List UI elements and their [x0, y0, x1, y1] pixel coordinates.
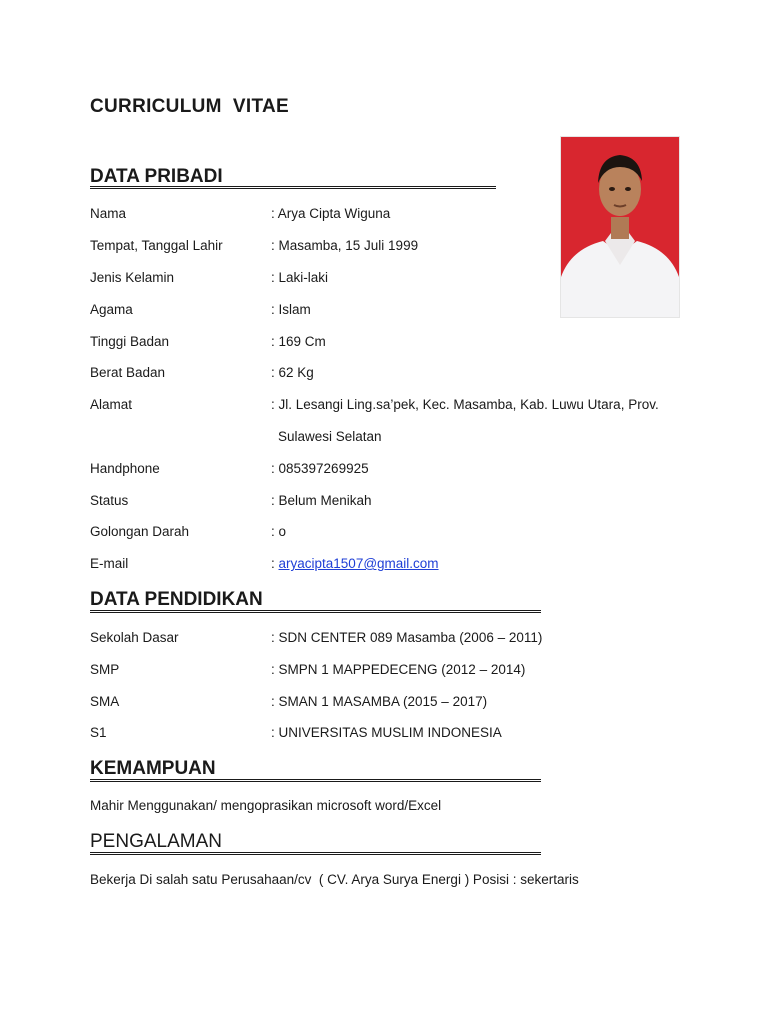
- field-label: S1: [90, 725, 107, 740]
- skills-text: Mahir Menggunakan/ mengoprasikan microsoft word/Excel: [90, 798, 442, 813]
- field-value: : 169 Cm: [271, 334, 326, 349]
- field-label: Handphone: [90, 461, 160, 476]
- section-divider: [90, 852, 541, 855]
- field-label: Nama: [90, 206, 127, 221]
- field-value-continued: Sulawesi Selatan: [278, 429, 382, 444]
- field-value: : UNIVERSITAS MUSLIM INDONESIA: [271, 725, 502, 740]
- portrait-photo: [560, 136, 680, 318]
- field-label: Tinggi Badan: [90, 334, 170, 349]
- field-value: : o: [271, 524, 287, 539]
- field-value: : 62 Kg: [271, 365, 314, 380]
- field-value: : Belum Menikah: [271, 493, 372, 508]
- section-heading-experience: PENGALAMAN: [90, 831, 222, 852]
- section-divider: [90, 186, 496, 189]
- section-divider: [90, 779, 541, 782]
- field-label: Status: [90, 493, 129, 508]
- email-prefix: :: [271, 556, 279, 571]
- field-label: Berat Badan: [90, 365, 166, 380]
- field-value: : SMPN 1 MAPPEDECENG (2012 – 2014): [271, 662, 526, 677]
- field-value: : SMAN 1 MASAMBA (2015 – 2017): [271, 694, 488, 709]
- field-label: Alamat: [90, 397, 133, 412]
- field-value: : Jl. Lesangi Ling.sa’pek, Kec. Masamba, Kab. Luwu Utara, Prov.: [271, 397, 659, 412]
- field-label: SMP: [90, 662, 120, 677]
- field-label: Sekolah Dasar: [90, 630, 179, 645]
- field-value: [271, 556, 439, 571]
- field-value: : Islam: [271, 302, 311, 317]
- section-heading-personal: DATA PRIBADI: [90, 166, 223, 187]
- field-value: : Laki-laki: [271, 270, 329, 285]
- document-title: CURRICULUM VITAE: [90, 96, 289, 117]
- field-label: Golongan Darah: [90, 524, 190, 539]
- person-silhouette-icon: [561, 137, 679, 317]
- field-value: : Masamba, 15 Juli 1999: [271, 238, 419, 253]
- experience-text: Bekerja Di salah satu Perusahaan/cv ( CV. Arya Surya Energi ) Posisi : sekertaris: [90, 872, 579, 887]
- field-value: : Arya Cipta Wiguna: [271, 206, 391, 221]
- section-heading-education: DATA PENDIDIKAN: [90, 589, 263, 610]
- field-label: Tempat, Tanggal Lahir: [90, 238, 223, 253]
- field-label: Jenis Kelamin: [90, 270, 175, 285]
- section-divider: [90, 610, 541, 613]
- field-value: : 085397269925: [271, 461, 369, 476]
- field-label: Agama: [90, 302, 133, 317]
- section-heading-skills: KEMAMPUAN: [90, 758, 216, 779]
- email-link[interactable]: aryacipta1507@gmail.com: [278, 556, 439, 571]
- field-label: SMA: [90, 694, 120, 709]
- field-value: : SDN CENTER 089 Masamba (2006 – 2011): [271, 630, 543, 645]
- field-label: E-mail: [90, 556, 129, 571]
